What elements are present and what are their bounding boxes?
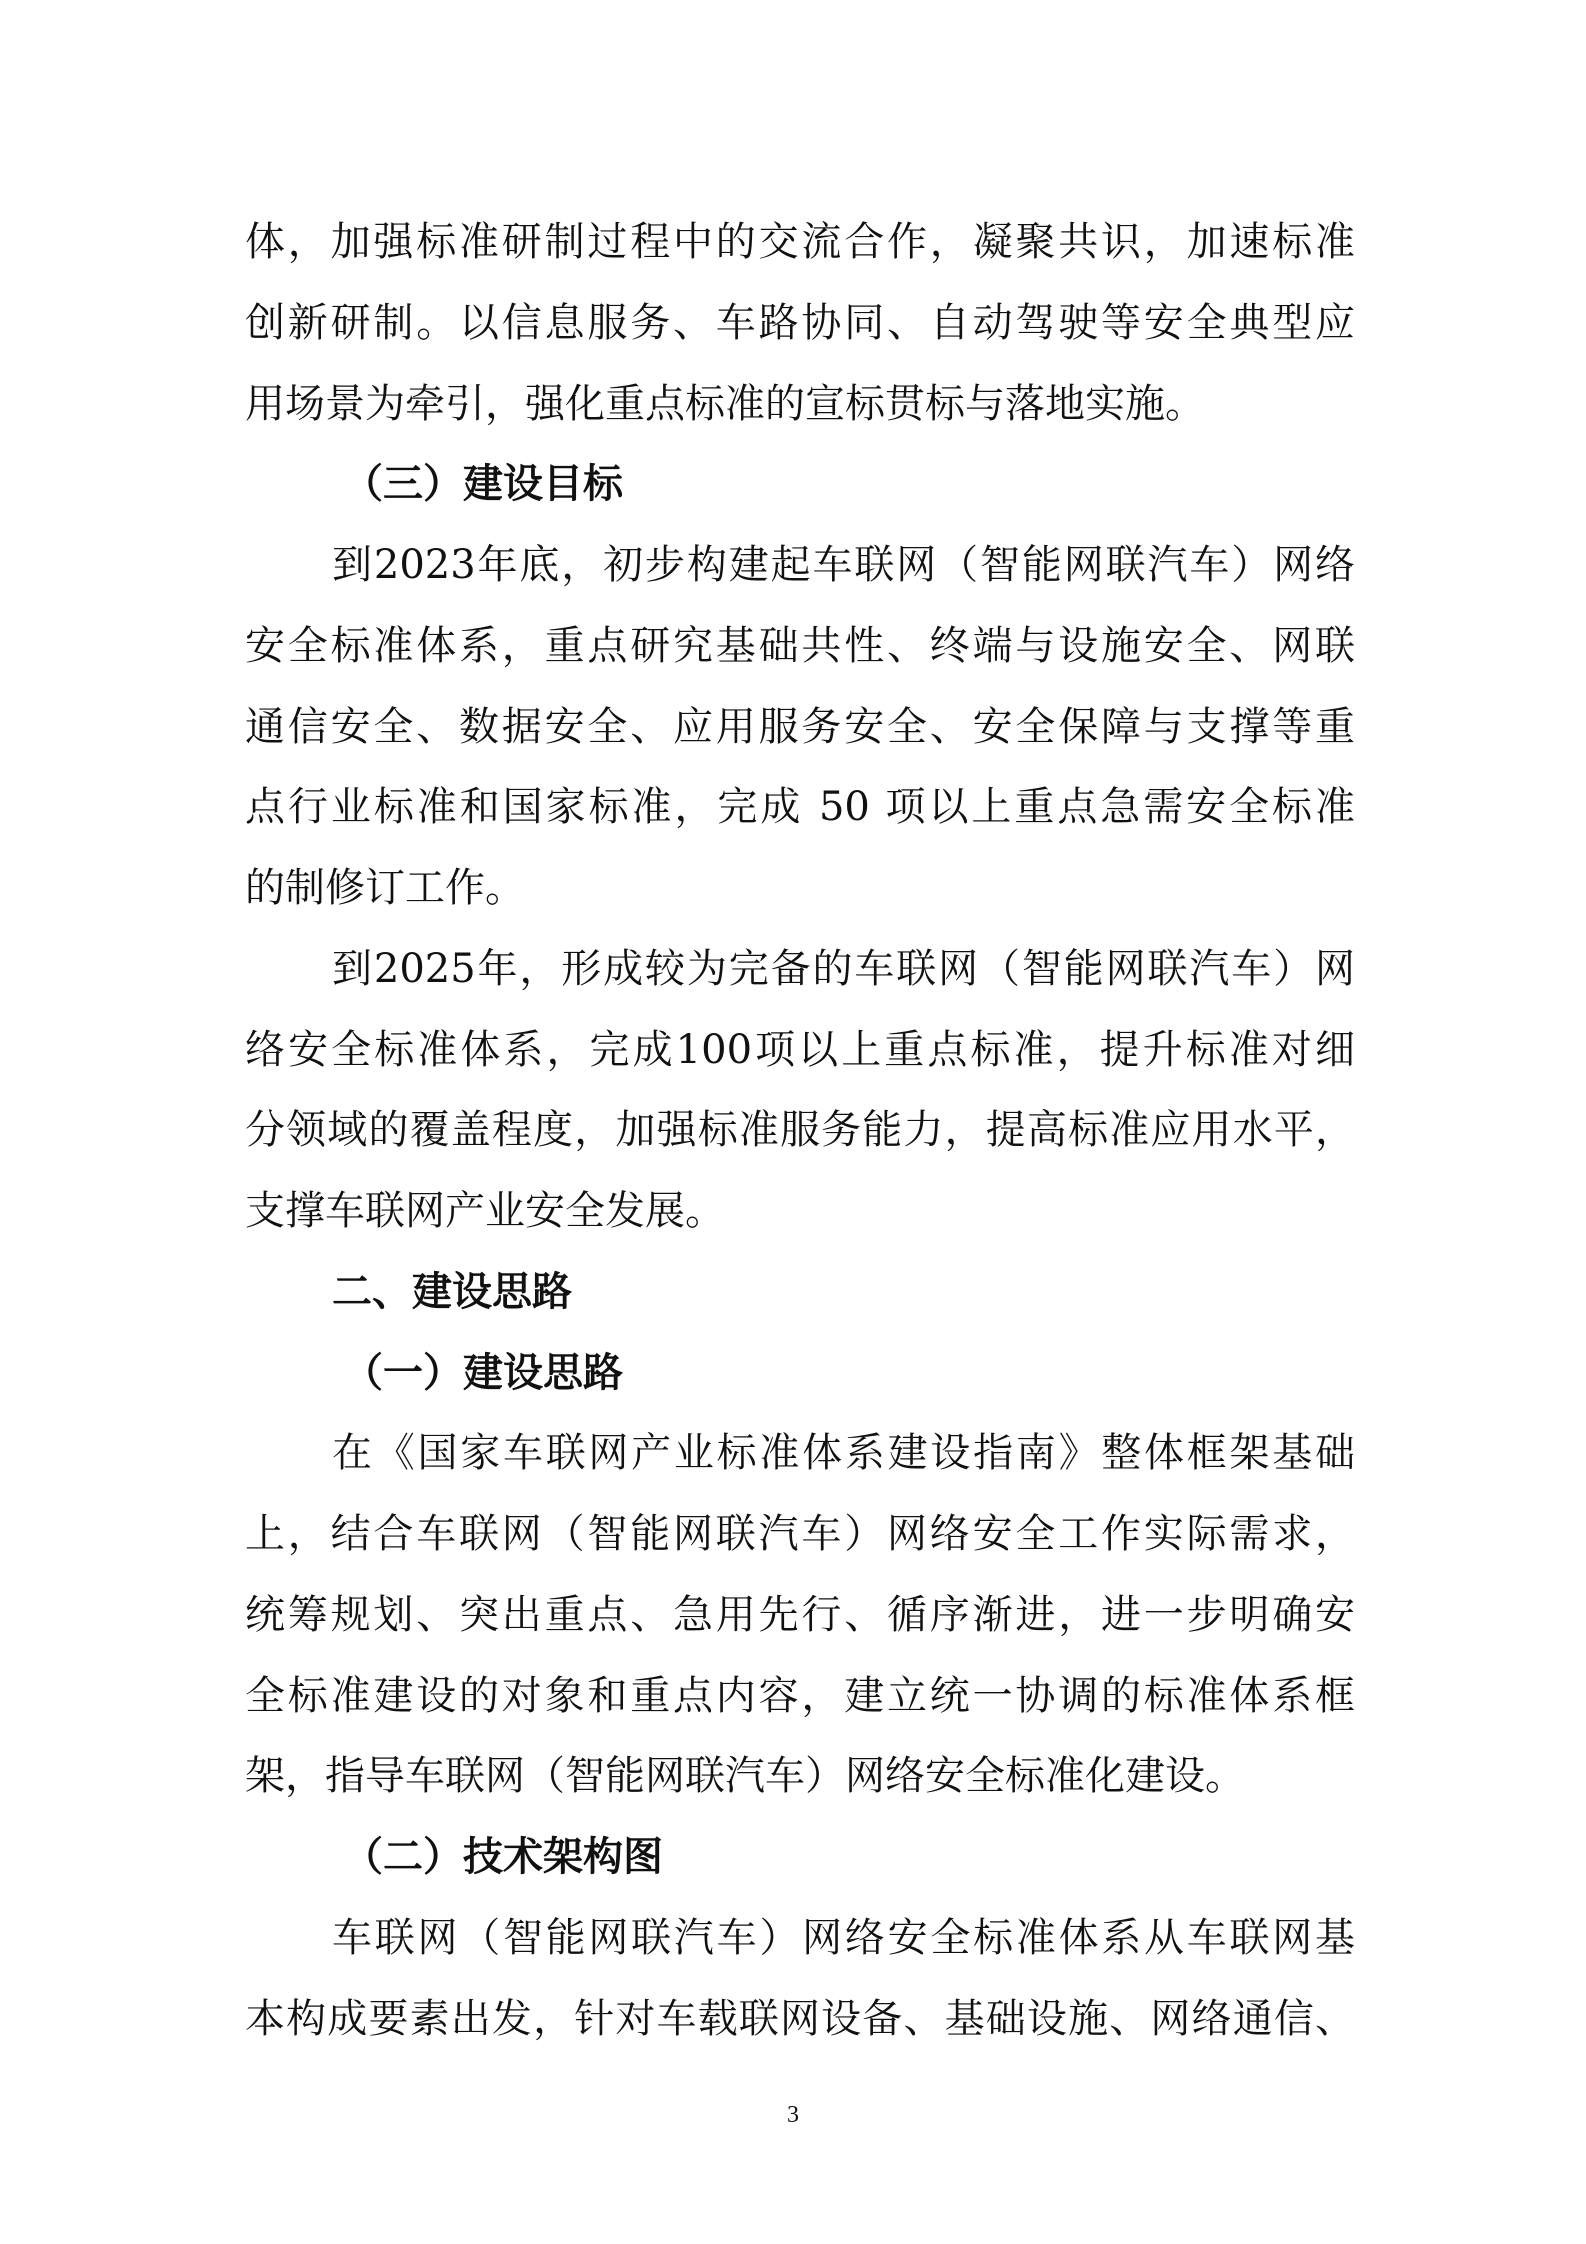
paragraph-line: 统筹规划、突出重点、急用先行、循序渐进，进一步明确安 bbox=[245, 1591, 1355, 1638]
paragraph-line: 支撑车联网产业安全发展。 bbox=[245, 1188, 725, 1234]
paragraph-line: 创新研制。以信息服务、车路协同、自动驾驶等安全典型应 bbox=[245, 299, 1355, 346]
paragraph-line: 全标准建设的对象和重点内容，建立统一协调的标准体系框 bbox=[245, 1672, 1355, 1719]
heading-architecture: （二）技术架构图 bbox=[343, 1834, 663, 1880]
paragraph-line: 络安全标准体系，完成100项以上重点标准，提升标准对细 bbox=[245, 1026, 1355, 1073]
document-body bbox=[245, 202, 1355, 2059]
paragraph-line: 用场景为牵引，强化重点标准的宣标贯标与落地实施。 bbox=[245, 380, 1205, 427]
page-number: 3 bbox=[787, 2102, 799, 2128]
section-heading: 二、建设思路 bbox=[332, 1268, 572, 1315]
paragraph-line: 上，结合车联网（智能网联汽车）网络安全工作实际需求， bbox=[245, 1511, 1355, 1557]
paragraph-line: 安全标准体系，重点研究基础共性、终端与设施安全、网联 bbox=[245, 622, 1355, 669]
paragraph-line: 到2025年，形成较为完备的车联网（智能网联汽车）网 bbox=[332, 945, 1355, 992]
paragraph-line: 体，加强标准研制过程中的交流合作，凝聚共识，加速标准 bbox=[245, 219, 1355, 265]
paragraph-line: 在《国家车联网产业标准体系建设指南》整体框架基础 bbox=[332, 1430, 1355, 1477]
paragraph-line: 分领域的覆盖程度，加强标准服务能力，提高标准应用水平， bbox=[245, 1107, 1355, 1154]
paragraph-line: 点行业标准和国家标准，完成 50 项以上重点急需安全标准 bbox=[245, 784, 1355, 831]
heading-construction-goal: （三）建设目标 bbox=[343, 461, 623, 508]
paragraph-line: 架，指导车联网（智能网联汽车）网络安全标准化建设。 bbox=[245, 1753, 1245, 1800]
paragraph-line: 车联网（智能网联汽车）网络安全标准体系从车联网基 bbox=[332, 1914, 1355, 1961]
paragraph-line: 的制修订工作。 bbox=[245, 865, 525, 911]
paragraph-line: 本构成要素出发，针对车载联网设备、基础设施、网络通信、 bbox=[245, 1995, 1355, 2042]
paragraph-line: 到2023年底，初步构建起车联网（智能网联汽车）网络 bbox=[332, 542, 1355, 588]
heading-construction-idea: （一）建设思路 bbox=[343, 1349, 623, 1396]
paragraph-line: 通信安全、数据安全、应用服务安全、安全保障与支撑等重 bbox=[245, 703, 1355, 750]
